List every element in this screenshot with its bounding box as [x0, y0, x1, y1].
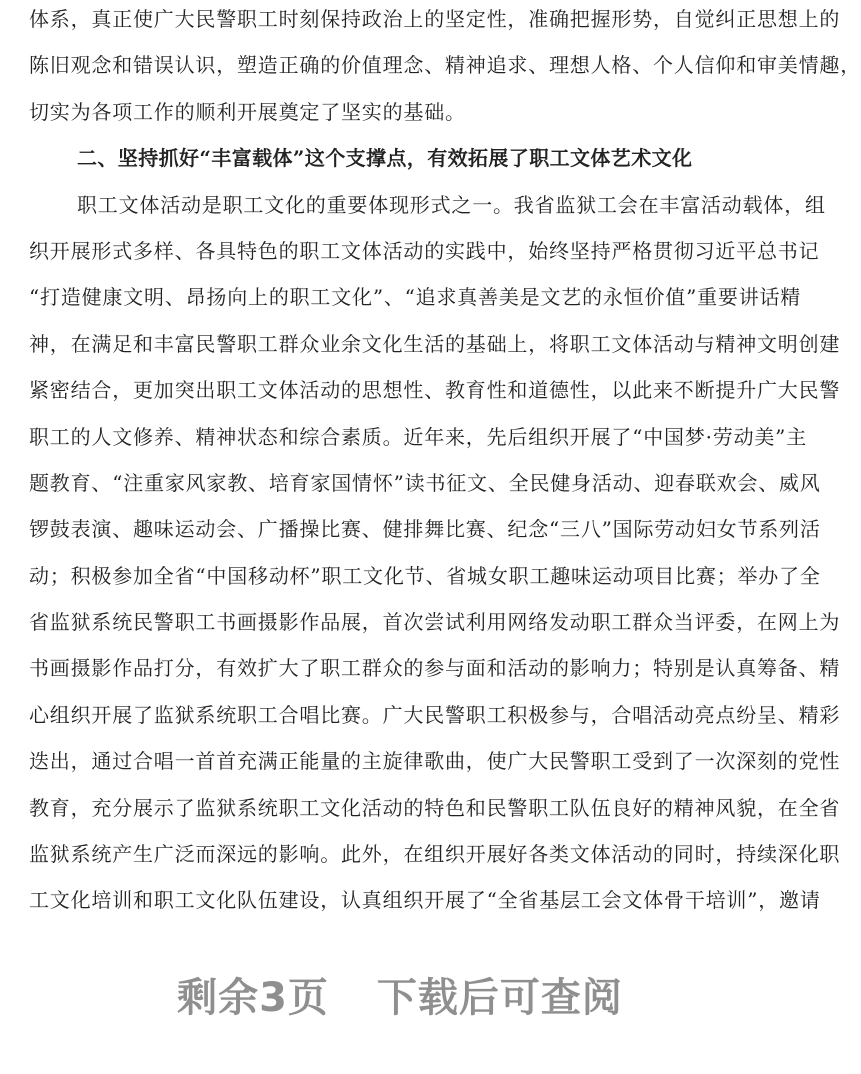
- section-heading: 二、坚持抓好“丰富载体”这个支撑点，有效拓展了职工文体艺术文化: [77, 146, 693, 171]
- paragraph-line: “打造健康文明、昂扬向上的职工文化”、“追求真善美是文艺的永恒价值”重要讲话精: [29, 285, 802, 310]
- paragraph-line: 工文化培训和职工文化队伍建设，认真组织开展了“全省基层工会文体骨干培训”，邀请: [29, 888, 821, 913]
- paragraph-line: 省监狱系统民警职工书画摄影作品展，首次尝试利用网络发动职工群众当评委，在网上为: [29, 610, 841, 635]
- paragraph-line: 职工的人文修养、精神状态和综合素质。近年来，先后组织开展了“中国梦·劳动美”主: [29, 424, 808, 449]
- paragraph-line: 紧密结合，更加突出职工文体活动的思想性、教育性和道德性，以此来不断提升广大民警: [29, 378, 841, 403]
- body-line: 陈旧观念和错误认识，塑造正确的价值理念、精神追求、理想人格、个人信仰和审美情趣，: [29, 53, 861, 78]
- paragraph-line: 职工文体活动是职工文化的重要体现形式之一。我省监狱工会在丰富活动载体，组: [77, 192, 826, 217]
- body-line: 切实为各项工作的顺利开展奠定了坚实的基础。: [29, 99, 466, 124]
- paragraph-line: 教育，充分展示了监狱系统职工文化活动的特色和民警职工队伍良好的精神风貌，在全省: [29, 795, 841, 820]
- paragraph-line: 神，在满足和丰富民警职工群众业余文化生活的基础上，将职工文体活动与精神文明创建: [29, 331, 841, 356]
- download-banner[interactable]: [0, 966, 800, 1023]
- paragraph-line: 锣鼓表演、趣味运动会、广播操比赛、健排舞比赛、纪念“三八”国际劳动妇女节系列活: [29, 517, 821, 542]
- paragraph-line: 动；积极参加全省“中国移动杯”职工文化节、省城女职工趣味运动项目比赛；举办了全: [29, 563, 821, 588]
- paragraph-line: 织开展形式多样、各具特色的职工文体活动的实践中，始终坚持严格贯彻习近平总书记: [29, 238, 820, 263]
- download-prompt-text: 下载后可查阅: [376, 975, 623, 1021]
- document-body: [29, 0, 861, 924]
- paragraph-line: 书画摄影作品打分，有效扩大了职工群众的参与面和活动的影响力；特别是认真筹备、精: [29, 656, 841, 681]
- body-line: 体系，真正使广大民警职工时刻保持政治上的坚定性，准确把握形势，自觉纠正思想上的: [29, 7, 841, 31]
- paragraph-line: 题教育、“注重家风家教、培育家国情怀”读书征文、全民健身活动、迎春联欢会、威风: [29, 470, 821, 495]
- paragraph-line: 心组织开展了监狱系统职工合唱比赛。广大民警职工积极参与，合唱活动亮点纷呈、精彩: [29, 702, 841, 727]
- remaining-pages-text: 剩余3页: [177, 975, 329, 1021]
- paragraph-line: 迭出，通过合唱一首首充满正能量的主旋律歌曲，使广大民警职工受到了一次深刻的党性: [29, 749, 841, 774]
- paragraph-line: 监狱系统产生广泛而深远的影响。此外，在组织开展好各类文体活动的同时，持续深化职: [29, 842, 841, 867]
